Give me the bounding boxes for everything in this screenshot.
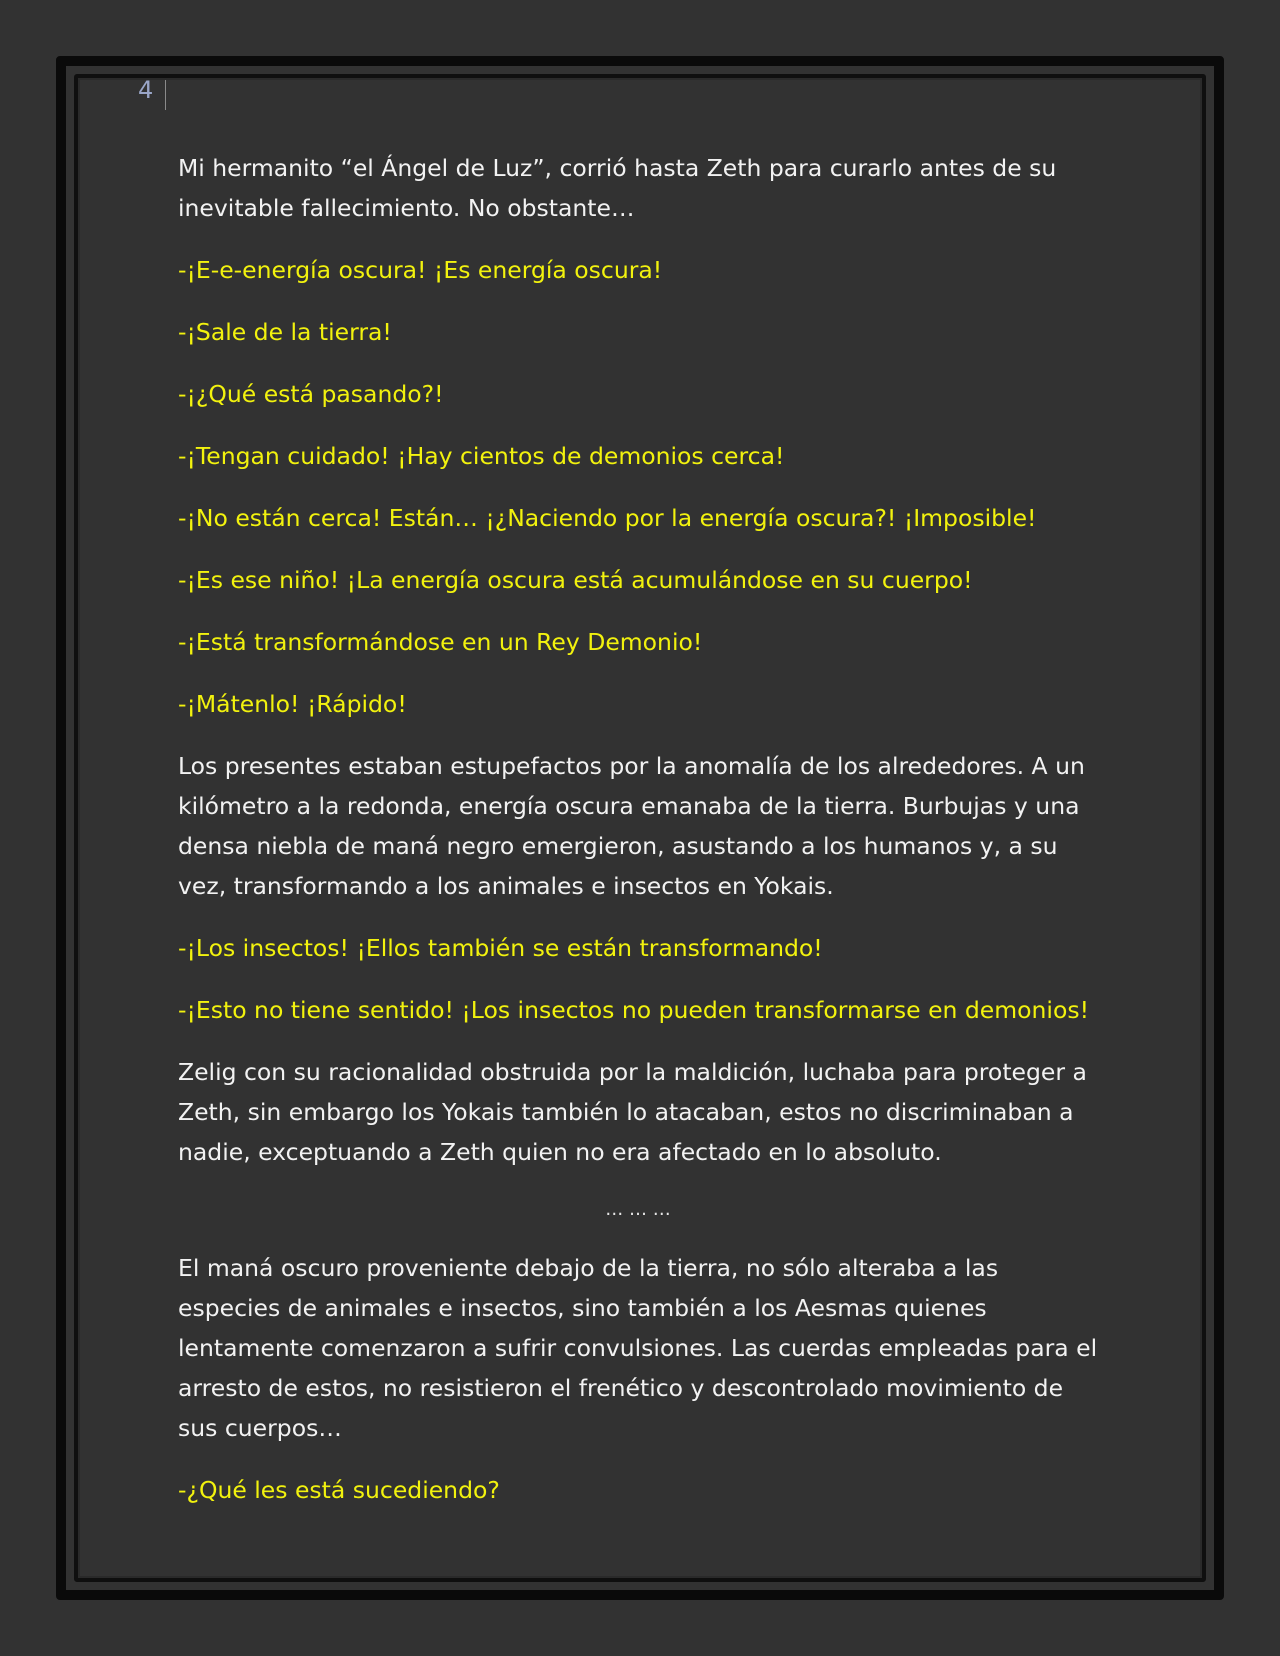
narration-paragraph: Mi hermanito “el Ángel de Luz”, corrió hasta Zeth para curarlo antes de su inevitable fallecimiento. No obstante… [178,154,1057,222]
dialogue-line: -¿Qué les está sucediendo? [178,1476,500,1504]
dialogue-line: -¡Mátenlo! ¡Rápido! [178,690,407,718]
scene-separator: … … … [605,1199,671,1220]
dialogue-line: -¡Está transformándose en un Rey Demonio! [178,628,703,656]
dialogue-line: -¡Los insectos! ¡Ellos también se están transformando! [178,934,823,962]
dialogue-line: -¡¿Qué está pasando?! [178,380,444,408]
dialogue-line: -¡E-e-energía oscura! ¡Es energía oscura! [178,256,663,284]
dialogue-line: -¡Esto no tiene sentido! ¡Los insectos no pueden transformarse en demonios! [178,996,1090,1024]
narration-paragraph: Zelig con su racionalidad obstruida por la maldición, luchaba para proteger a Zeth, sin embargo los Yokais también lo atacaban, estos no discriminaban a nadie, exceptuando a Zeth quien no era afectado en lo absoluto. [178,1058,1087,1166]
narration-paragraph: El maná oscuro proveniente debajo de la tierra, no sólo alteraba a las especies de animales e insectos, sino también a los Aesmas quienes lentamente comenzaron a sufrir convulsiones. Las cuerdas empleadas para el arresto de estos, no resistieron el frenético y descontrolado movimiento de sus cuerpos… [178,1254,1098,1442]
narration-paragraph: Los presentes estaban estupefactos por la anomalía de los alrededores. A un kilómetro a la redonda, energía oscura emanaba de la tierra. Burbujas y una densa niebla de maná negro emergieron, asustando a los humanos y, a su vez, transformando a los animales e insectos en Yokais. [178,752,1085,900]
dialogue-line: -¡No están cerca! Están… ¡¿Naciendo por la energía oscura?! ¡Imposible! [178,504,1037,532]
header-divider [165,80,166,110]
dialogue-line: -¡Sale de la tierra! [178,318,392,346]
text-body [178,148,1098,1532]
dialogue-line: -¡Es ese niño! ¡La energía oscura está acumulándose en su cuerpo! [178,566,973,594]
page-number: 4 [138,76,154,104]
dialogue-line: -¡Tengan cuidado! ¡Hay cientos de demonios cerca! [178,442,785,470]
